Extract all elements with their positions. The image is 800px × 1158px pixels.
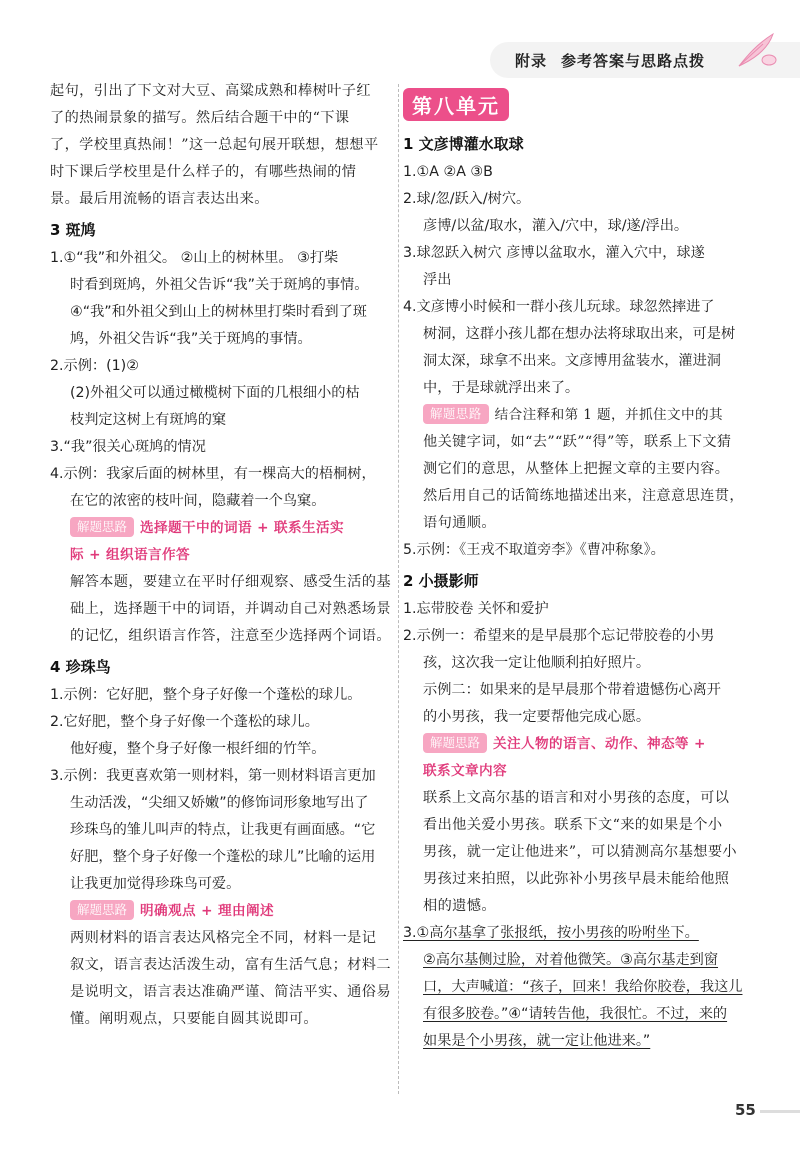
text-line: 了，学校里真热闹！”这一总起句展开联想，想想平 — [50, 137, 379, 153]
text-line: 语句通顺。 — [423, 515, 496, 531]
text-line: 两则材料的语言表达风格完全不同，材料一是记 — [70, 930, 377, 946]
underlined-quote: 如果是个小男孩，就一定让他进来。” — [423, 1033, 651, 1049]
answer-line: 2.示例：(1)② — [50, 358, 139, 374]
answer-line: 3.“我”很关心斑鸠的情况 — [50, 439, 206, 455]
answer-line: 的小男孩，我一定要帮他完成心愿。 — [423, 709, 651, 725]
tip-text: 选择题干中的词语 + 联系生活实 — [140, 520, 344, 536]
answer-line: 他好瘦，整个身子好像一根纤细的竹竿。 — [70, 741, 326, 757]
section-title-1: 1 文彦博灌水取球 — [403, 135, 524, 153]
intro-paragraph — [50, 78, 395, 213]
answer-line: 2.球/忽/跃入/树穴。 — [403, 191, 531, 207]
answer-line: 4.文彦博小时候和一群小孩儿玩球。球忽然摔进了 — [403, 299, 715, 315]
tip-badge: 解题思路 — [70, 517, 134, 537]
tip-text: 关注人物的语言、动作、神态等 + — [493, 736, 706, 752]
tip-line — [403, 731, 748, 758]
left-column — [50, 78, 395, 1033]
tip-line — [50, 515, 395, 542]
answer-line: 5.示例：《王戎不取道旁李》《曹冲称象》。 — [403, 542, 665, 558]
answer-line: 2.它好肥，整个身子好像一个蓬松的球儿。 — [50, 714, 319, 730]
answer-line — [403, 920, 748, 947]
text-line: 时下课后学校里是什么样子的，有哪些热闹的情 — [50, 164, 357, 180]
tip-line — [50, 898, 395, 925]
answer-line: 2.示例一：希望来的是早晨那个忘记带胶卷的小男 — [403, 628, 715, 644]
text-line: 相的遗憾。 — [423, 898, 496, 914]
tip-text: 联系文章内容 — [423, 763, 507, 779]
page-number-bar — [760, 1110, 800, 1113]
answer-line — [403, 974, 748, 1001]
answer-line: 让我更加觉得珍珠鸟可爱。 — [70, 876, 241, 892]
page-number: 55 — [735, 1101, 756, 1119]
text-line: 起句，引出了下文对大豆、高粱成熟和棒树叶子红 — [50, 83, 371, 99]
answer-line — [403, 1028, 748, 1055]
tip-badge: 解题思路 — [423, 733, 487, 753]
answer-line: 3.球忽跃入树穴 彦博以盆取水，灌入穴中，球遂 — [403, 245, 705, 261]
text-line: 叙文，语言表达活泼生动，富有生活气息；材料二 — [70, 957, 391, 973]
text-line: 解答本题，要建立在平时仔细观察、感受生活的基 — [70, 574, 391, 590]
explanation — [403, 429, 748, 537]
tip-line — [403, 402, 748, 429]
answer-line: 好肥，整个身子好像一个蓬松的球儿”比喻的运用 — [70, 849, 376, 865]
answer-line — [403, 1001, 748, 1028]
answer-line: 生动活泼，“尖细又娇嫩”的修饰词形象地写出了 — [70, 795, 369, 811]
answer-line: 示例二：如果来的是早晨那个带着遗憾伤心离开 — [423, 682, 721, 698]
answer-line: 4.示例：我家后面的树林里，有一棵高大的梧桐树， — [50, 466, 376, 482]
answer-line: (2)外祖父可以通过橄榄树下面的几根细小的枯 — [70, 385, 360, 401]
section-title-2: 2 小摄影师 — [403, 572, 479, 590]
explanation — [50, 569, 395, 650]
tip-badge: 解题思路 — [70, 900, 134, 920]
tip-text: 结合注释和第 1 题，并抓住文中的其 — [494, 407, 724, 423]
right-column — [403, 78, 748, 1055]
section-title-3: 3 斑鸠 — [50, 221, 96, 239]
explanation — [403, 785, 748, 920]
answer-line: 3.示例：我更喜欢第一则材料，第一则材料语言更加 — [50, 768, 376, 784]
text-line: 看出他关爱小男孩。联系下文“来的如果是个小 — [423, 817, 723, 833]
answer-line: 洞太深，球拿不出来。文彦博用盆装水，灌进洞 — [423, 353, 721, 369]
underlined-quote: ②高尔基侧过脸，对着他微笑。③高尔基走到窗 — [423, 952, 719, 968]
answer-line: ④“我”和外祖父到山上的树林里打柴时看到了斑 — [70, 304, 367, 320]
unit-badge: 第八单元 — [403, 88, 509, 121]
text-line: 懂。阐明观点，只要能自圆其说即可。 — [70, 1011, 318, 1027]
answer-line: 在它的浓密的枝叶间，隐藏着一个鸟窠。 — [70, 493, 326, 509]
header-title: 参考答案与思路点拨 — [561, 52, 706, 70]
text-line: 础上，选择题干中的词语，并调动自己对熟悉场景 — [70, 601, 391, 617]
text-line: 他关键字词，如“去”“跃”“得”等，联系上下文猜 — [423, 434, 732, 450]
answer-line — [403, 947, 748, 974]
answer-line: 树洞，这群小孩儿都在想办法将球取出来，可是树 — [423, 326, 736, 342]
answer-line: 中，于是球就浮出来了。 — [423, 380, 580, 396]
tip-badge: 解题思路 — [423, 404, 489, 424]
answer-line: 珍珠鸟的雏儿叫声的特点，让我更有画面感。“它 — [70, 822, 376, 838]
answer-line: 孩，这次我一定让他顺利拍好照片。 — [423, 655, 651, 671]
text-line: 男孩，就一定让他进来”，可以猜测高尔基想要小 — [423, 844, 737, 860]
answer-line: 浮出 — [423, 272, 452, 288]
answer-line: 1.①A ②A ③B — [403, 164, 493, 180]
text-line: 了的热闹景象的描写。然后结合题干中的“下课 — [50, 110, 350, 126]
text-line: 的记忆，组织语言作答，注意至少选择两个词语。 — [70, 628, 391, 644]
answer-line: 枝判定这树上有斑鸠的窠 — [70, 412, 227, 428]
answer-line: 鸠，外祖父告诉“我”关于斑鸠的事情。 — [70, 331, 312, 347]
answer-line: 彦博/以盆/取水，灌入/穴中，球/遂/浮出。 — [423, 218, 689, 234]
underlined-quote: 口，大声喊道：“孩子，回来！我给你胶卷，我这儿 — [423, 979, 743, 995]
text-line: 景。最后用流畅的语言表达出来。 — [50, 191, 269, 207]
column-divider — [398, 84, 399, 1094]
section-title-4: 4 珍珠鸟 — [50, 658, 111, 676]
text-line: 然后用自己的话简练地描述出来，注意意思连贯， — [423, 488, 744, 504]
tip-text: 明确观点 + 理由阐述 — [140, 903, 275, 919]
text-line: 测它们的意思，从整体上把握文章的主要内容。 — [423, 461, 730, 477]
answer-line: 1.忘带胶卷 关怀和爱护 — [403, 601, 549, 617]
answer-line: 1.①“我”和外祖父。 ②山上的树林里。 ③打柴 — [50, 250, 339, 266]
feather-quill-icon — [733, 30, 781, 70]
tip-text: 际 + 组织语言作答 — [70, 547, 191, 563]
underlined-quote: 有很多胶卷。”④“请转告他，我很忙。不过，来的 — [423, 1006, 728, 1022]
text-line: 联系上文高尔基的语言和对小男孩的态度，可以 — [423, 790, 730, 806]
answer-line: 时看到斑鸠，外祖父告诉“我”关于斑鸠的事情。 — [70, 277, 369, 293]
answer-line: 1.示例：它好肥，整个身子好像一个蓬松的球儿。 — [50, 687, 362, 703]
header-section: 附录 — [515, 52, 548, 70]
running-header — [515, 50, 719, 71]
underlined-quote: 3.①高尔基拿了张报纸，按小男孩的吩咐坐下。 — [403, 925, 699, 941]
explanation — [50, 925, 395, 1033]
text-line: 是说明文，语言表达准确严谨、简洁平实、通俗易 — [70, 984, 391, 1000]
text-line: 男孩过来拍照，以此弥补小男孩早晨未能给他照 — [423, 871, 730, 887]
